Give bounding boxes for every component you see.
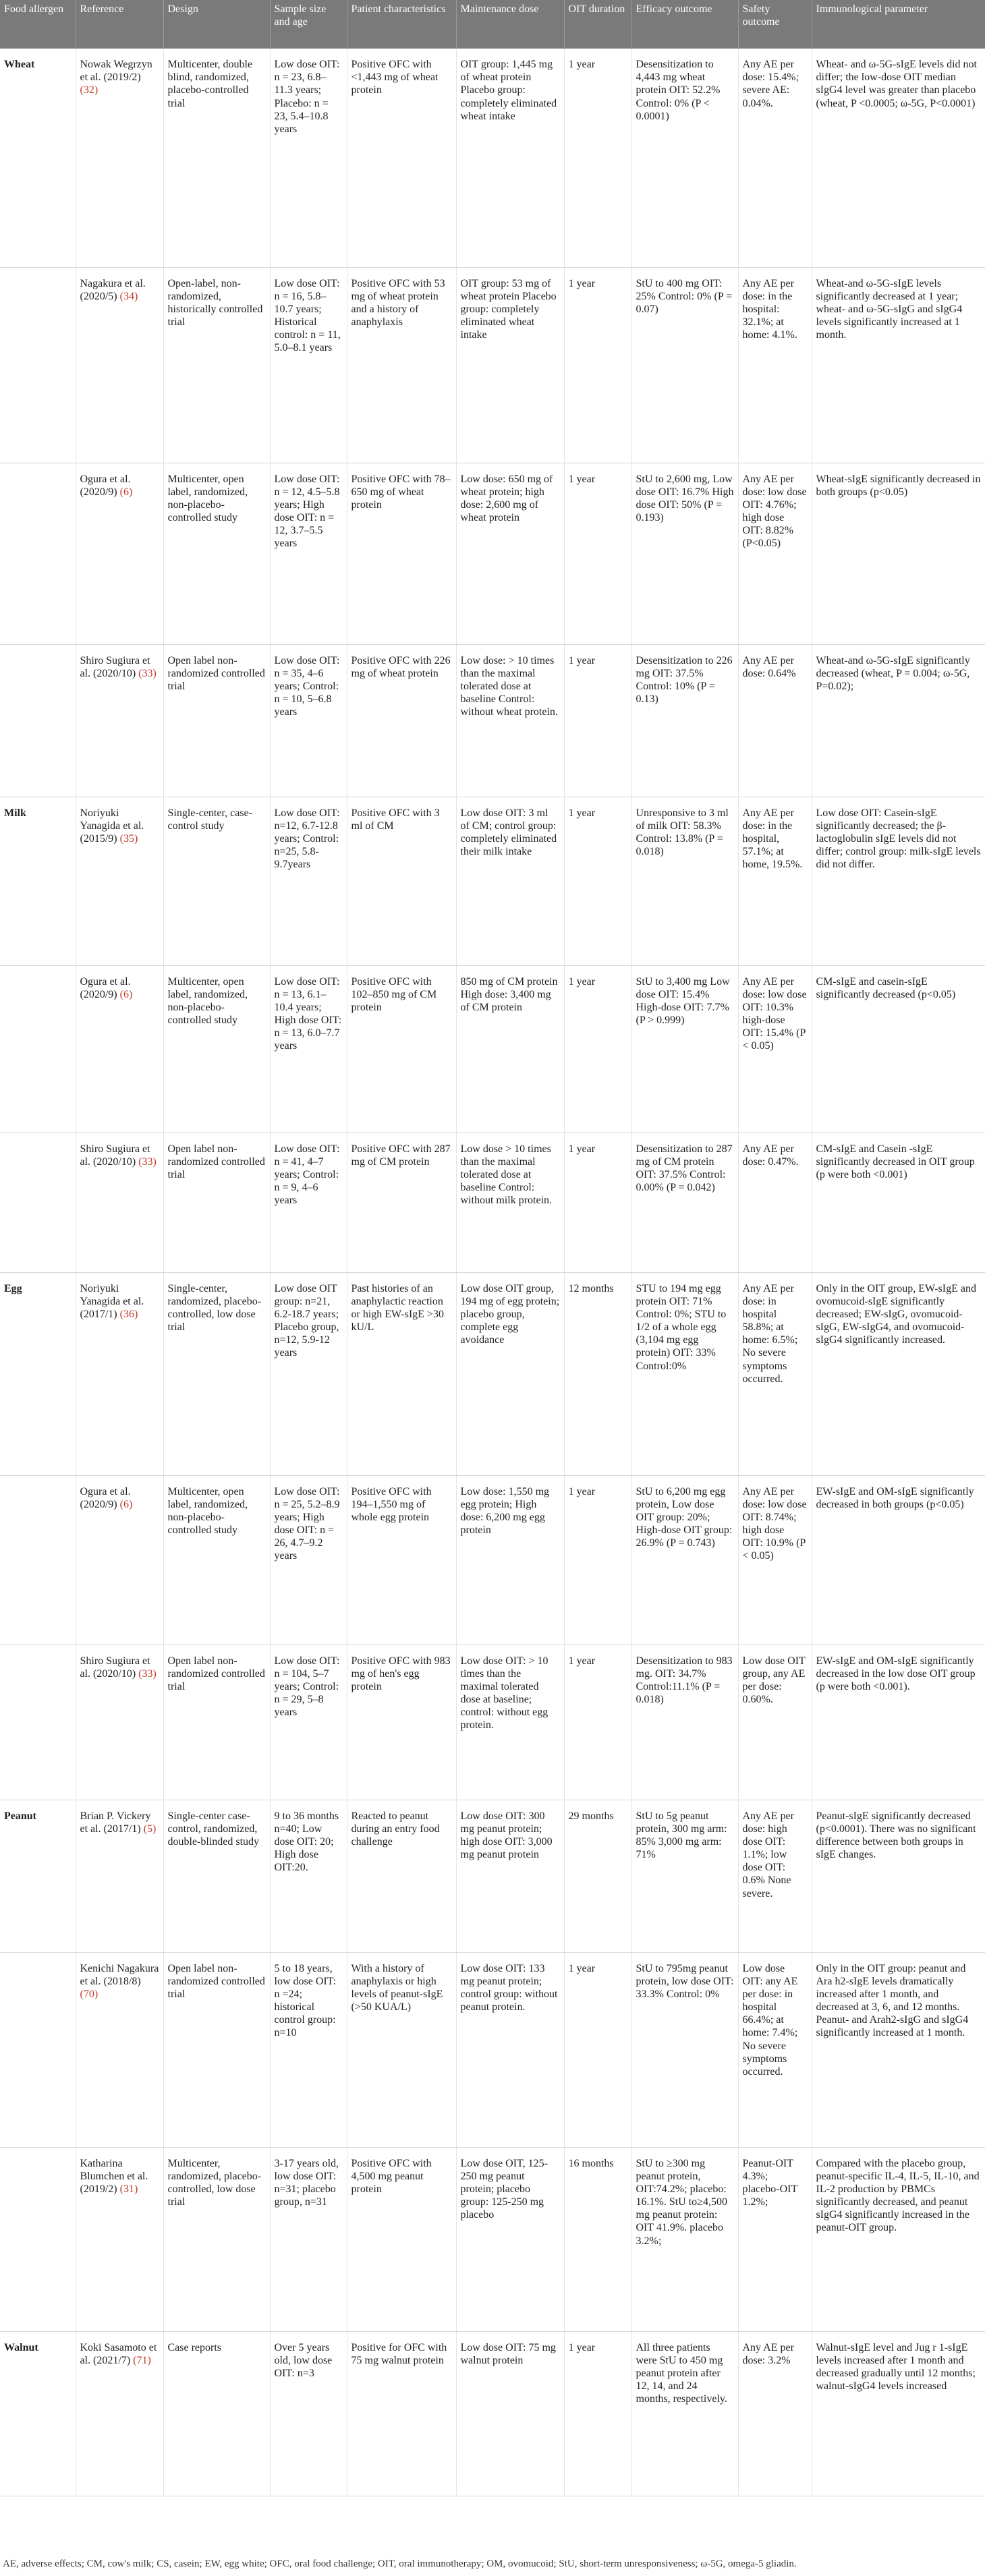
design-cell: Case reports — [163, 2331, 270, 2496]
column-header: Food allergen — [0, 0, 76, 49]
reference-text: Brian P. Vickery et al. (2017/1) — [80, 1810, 151, 1835]
food-allergen-cell — [0, 1952, 76, 2147]
reference-cell — [76, 463, 163, 644]
reference-cell — [76, 644, 163, 797]
column-header: Design — [163, 0, 270, 49]
safety-outcome-cell: Any AE per dose: low dose OIT: 8.74%; high dose OIT: 10.9% (P < 0.05) — [738, 1475, 812, 1644]
food-allergen-cell: Milk — [0, 797, 76, 965]
immunological-parameter-cell: Wheat- and ω-5G-sIgE levels did not differ; the low-dose OIT median sIgG4 level was greater than placebo (wheat, P <0.0005; ω-5G, P<0.0001) — [812, 49, 985, 267]
efficacy-outcome-cell: StU to 795mg peanut protein, low dose OIT: 33.3% Control: 0% — [631, 1952, 738, 2147]
sample-size-cell: Low dose OIT: n = 25, 5.2–8.9 years; High dose OIT: n = 26, 4.7–9.2 years — [270, 1475, 347, 1644]
table-row — [0, 1133, 985, 1272]
reference-text: Nowak Wegrzyn et al. (2019/2) — [80, 59, 152, 84]
column-header: Sample size and age — [270, 0, 347, 49]
table-row — [0, 644, 985, 797]
maintenance-dose-cell: Low dose OIT: 75 mg walnut protein — [456, 2331, 564, 2496]
oit-duration-cell: 1 year — [564, 463, 631, 644]
efficacy-outcome-cell: Desensitization to 226 mg OIT: 37.5% Control: 10% (P = 0.13) — [631, 644, 738, 797]
reference-number-link[interactable]: (36) — [119, 1308, 138, 1320]
safety-outcome-cell: Peanut-OIT 4.3%; placebo-OIT 1.2%; — [738, 2147, 812, 2331]
immunological-parameter-cell: Compared with the placebo group, peanut-specific IL-4, IL-5, IL-10, and IL-2 production by PBMCs significantly decreased, and peanut sIgG4 significantly increased in the peanut-OIT group. — [812, 2147, 985, 2331]
design-cell: Open label non-randomized controlled trial — [163, 1133, 270, 1272]
reference-text: Nagakura et al. (2020/5) — [80, 277, 146, 302]
table-row — [0, 1800, 985, 1952]
immunological-parameter-cell: Only in the OIT group: peanut and Ara h2-sIgE levels dramatically increased after 1 month, and decreased at 3, 6, and 12 months. Peanut- and Arah2-sIgG and sIgG4 significantly increased at 1 month. — [812, 1952, 985, 2147]
reference-cell — [76, 2147, 163, 2331]
immunological-parameter-cell: Only in the OIT group, EW-sIgE and ovomucoid-sIgE significantly decreased; EW-sIgG, ovomucoid-sIgG, EW-sIgG4, and ovomucoid-sIgG4 significantly increased. — [812, 1272, 985, 1475]
sample-size-cell: 9 to 36 months n=40; Low dose OIT: 20; High dose OIT:20. — [270, 1800, 347, 1952]
reference-text: Shiro Sugiura et al. (2020/10) — [80, 654, 150, 679]
patient-characteristics-cell: Positive OFC with <1,443 mg of wheat protein — [347, 49, 456, 267]
food-allergen-cell — [0, 1475, 76, 1644]
efficacy-outcome-cell: STU to 194 mg egg protein OIT: 71% Control: 0%; STU to 1/2 of a whole egg (3,104 mg egg protein) OIT: 33% Control:0% — [631, 1272, 738, 1475]
safety-outcome-cell: Any AE per dose: 0.64% — [738, 644, 812, 797]
design-cell: Multicenter, open label, randomized, non-placebo-controlled study — [163, 965, 270, 1133]
column-header: OIT duration — [564, 0, 631, 49]
sample-size-cell: Low dose OIT: n = 16, 5.8–10.7 years; Historical control: n = 11, 5.0–8.1 years — [270, 267, 347, 463]
reference-text: Ogura et al. (2020/9) — [80, 975, 131, 1000]
food-allergen-cell — [0, 1133, 76, 1272]
maintenance-dose-cell: Low dose: > 10 times than the maximal tolerated dose at baseline Control: without wheat protein. — [456, 644, 564, 797]
sample-size-cell: Low dose OIT: n = 35, 4–6 years; Control: n = 10, 5–6.8 years — [270, 644, 347, 797]
oit-duration-cell: 1 year — [564, 1475, 631, 1644]
immunological-parameter-cell: Peanut-sIgE significantly decreased (p<0.0001). There was no significant difference between both groups in sIgE changes. — [812, 1800, 985, 1952]
reference-number-link[interactable]: (5) — [143, 1823, 157, 1835]
immunological-parameter-cell: Walnut-sIgE level and Jug r 1-sIgE levels increased after 1 month and decreased gradually until 12 months; walnut-sIgG4 levels increased — [812, 2331, 985, 2496]
reference-text: Noriyuki Yanagida et al. (2017/1) — [80, 1282, 144, 1320]
efficacy-outcome-cell: StU to 5g peanut protein, 300 mg arm: 85% 3,000 mg arm: 71% — [631, 1800, 738, 1952]
sample-size-cell: Low dose OIT group: n=21, 6.2-18.7 years; Placebo group, n=12, 5.9-12 years — [270, 1272, 347, 1475]
reference-cell — [76, 1133, 163, 1272]
safety-outcome-cell: Any AE per dose: low dose OIT: 4.76%; high dose OIT: 8.82% (P<0.05) — [738, 463, 812, 644]
immunological-parameter-cell: EW-sIgE and OM-sIgE significantly decreased in the low dose OIT group (p were both <0.001). — [812, 1644, 985, 1800]
immunological-parameter-cell: CM-sIgE and casein-sIgE significantly decreased (p<0.05) — [812, 965, 985, 1133]
reference-number-link[interactable]: (6) — [119, 486, 133, 498]
safety-outcome-cell: Any AE per dose: high dose OIT: 1.1%; low dose OIT: 0.6% None severe. — [738, 1800, 812, 1952]
table-row — [0, 1272, 985, 1475]
table-row — [0, 1952, 985, 2147]
table-body — [0, 49, 985, 2496]
design-cell: Open label non-randomized controlled trial — [163, 644, 270, 797]
table-row — [0, 49, 985, 267]
maintenance-dose-cell: OIT group: 53 mg of wheat protein Placebo group: completely eliminated wheat intake — [456, 267, 564, 463]
reference-number-link[interactable]: (35) — [119, 832, 138, 845]
design-cell: Single-center, randomized, placebo-controlled, low dose trial — [163, 1272, 270, 1475]
design-cell: Open label non-randomized controlled trial — [163, 1952, 270, 2147]
efficacy-outcome-cell: All three patients were StU to 450 mg peanut protein after 12, 14, and 24 months, respectively. — [631, 2331, 738, 2496]
reference-number-link[interactable]: (6) — [119, 1498, 133, 1510]
oit-duration-cell: 1 year — [564, 797, 631, 965]
reference-text: Koki Sasamoto et al. (2021/7) — [80, 2341, 157, 2366]
sample-size-cell: Low dose OIT: n = 12, 4.5–5.8 years; High dose OIT: n = 12, 3.7–5.5 years — [270, 463, 347, 644]
safety-outcome-cell: Any AE per dose: 0.47%. — [738, 1133, 812, 1272]
reference-text: Ogura et al. (2020/9) — [80, 473, 131, 498]
efficacy-outcome-cell: StU to 2,600 mg, Low dose OIT: 16.7% High dose OIT: 50% (P = 0.193) — [631, 463, 738, 644]
maintenance-dose-cell: Low dose OIT, 125-250 mg peanut protein; placebo group: 125-250 mg placebo — [456, 2147, 564, 2331]
reference-cell — [76, 1644, 163, 1800]
reference-text: Katharina Blumchen et al. (2019/2) — [80, 2157, 148, 2195]
oit-duration-cell: 1 year — [564, 965, 631, 1133]
efficacy-outcome-cell: Desensitization to 983 mg. OIT: 34.7% Control:11.1% (P = 0.018) — [631, 1644, 738, 1800]
food-allergen-cell — [0, 1644, 76, 1800]
table-row — [0, 1475, 985, 1644]
oit-duration-cell: 1 year — [564, 1133, 631, 1272]
maintenance-dose-cell: 850 mg of CM protein High dose: 3,400 mg of CM protein — [456, 965, 564, 1133]
patient-characteristics-cell: Positive for OFC with 75 mg walnut protein — [347, 2331, 456, 2496]
sample-size-cell: Low dose OIT: n = 23, 6.8–11.3 years; Placebo: n = 23, 5.4–10.8 years — [270, 49, 347, 267]
reference-number-link[interactable]: (33) — [138, 1155, 157, 1168]
column-header: Maintenance dose — [456, 0, 564, 49]
sample-size-cell: Over 5 years old, low dose OIT: n=3 — [270, 2331, 347, 2496]
patient-characteristics-cell: Positive OFC with 194–1,550 mg of whole egg protein — [347, 1475, 456, 1644]
efficacy-outcome-cell: Desensitization to 287 mg of CM protein OIT: 37.5% Control: 0.00% (P = 0.042) — [631, 1133, 738, 1272]
design-cell: Open-label, non-randomized, historically controlled trial — [163, 267, 270, 463]
table-row — [0, 267, 985, 463]
oit-duration-cell: 1 year — [564, 1644, 631, 1800]
immunological-parameter-cell: EW-sIgE and OM-sIgE significantly decreased in both groups (p<0.05) — [812, 1475, 985, 1644]
table-header-row — [0, 0, 985, 49]
reference-cell — [76, 965, 163, 1133]
patient-characteristics-cell: Reacted to peanut during an entry food challenge — [347, 1800, 456, 1952]
design-cell: Multicenter, open label, randomized, non-placebo-controlled study — [163, 463, 270, 644]
oit-duration-cell: 16 months — [564, 2147, 631, 2331]
table-footnote: AE, adverse effects; CM, cow's milk; CS, casein; EW, egg white; OFC, oral food challenge; OIT, oral immunotherapy; OM, ovomucoid; StU, short-term unresponsiveness; ω-5G, omega-5 gliadin. — [3, 2558, 797, 2569]
design-cell: Single-center case-control, randomized, double-blinded study — [163, 1800, 270, 1952]
maintenance-dose-cell: Low dose OIT: > 10 times than the maximal tolerated dose at baseline; control: without egg protein. — [456, 1644, 564, 1800]
reference-text: Kenichi Nagakura et al. (2018/8) — [80, 1962, 159, 1987]
safety-outcome-cell: Any AE per dose: in hospital 58.8%; at home: 6.5%; No severe symptoms occurred. — [738, 1272, 812, 1475]
table-row — [0, 2331, 985, 2496]
reference-number-link[interactable]: (70) — [80, 1988, 98, 2000]
safety-outcome-cell: Any AE per dose: 3.2% — [738, 2331, 812, 2496]
patient-characteristics-cell: Positive OFC with 4,500 mg peanut protein — [347, 2147, 456, 2331]
maintenance-dose-cell: Low dose OIT: 300 mg peanut protein; high dose OIT: 3,000 mg peanut protein — [456, 1800, 564, 1952]
food-allergen-cell — [0, 965, 76, 1133]
reference-number-link[interactable]: (31) — [119, 2183, 138, 2195]
food-allergen-cell — [0, 267, 76, 463]
immunological-parameter-cell: CM-sIgE and Casein -sIgE significantly decreased in OIT group (p were both <0.001) — [812, 1133, 985, 1272]
maintenance-dose-cell: Low dose: 1,550 mg egg protein; High dose: 6,200 mg egg protein — [456, 1475, 564, 1644]
reference-cell — [76, 1800, 163, 1952]
sample-size-cell: 3-17 years old, low dose OIT: n=31; placebo group, n=31 — [270, 2147, 347, 2331]
food-allergen-cell: Peanut — [0, 1800, 76, 1952]
immunological-parameter-cell: Wheat-and ω-5G-sIgE levels significantly decreased at 1 year; wheat- and ω-5G-sIgG and sIgG4 levels significantly increased at 1 month. — [812, 267, 985, 463]
oit-duration-cell: 29 months — [564, 1800, 631, 1952]
reference-number-link[interactable]: (71) — [133, 2354, 151, 2366]
reference-text: Noriyuki Yanagida et al. (2015/9) — [80, 807, 144, 845]
reference-cell — [76, 1272, 163, 1475]
reference-text: Shiro Sugiura et al. (2020/10) — [80, 1655, 150, 1680]
reference-cell — [76, 267, 163, 463]
design-cell: Single-center, case-control study — [163, 797, 270, 965]
reference-number-link[interactable]: (33) — [138, 1667, 157, 1680]
design-cell: Multicenter, randomized, placebo-controlled, low dose trial — [163, 2147, 270, 2331]
patient-characteristics-cell: Positive OFC with 3 ml of CM — [347, 797, 456, 965]
patient-characteristics-cell: Positive OFC with 102–850 mg of CM protein — [347, 965, 456, 1133]
oit-duration-cell: 1 year — [564, 49, 631, 267]
safety-outcome-cell: Low dose OIT group, any AE per dose: 0.60%. — [738, 1644, 812, 1800]
column-header: Safety outcome — [738, 0, 812, 49]
table-row — [0, 1644, 985, 1800]
food-allergen-cell — [0, 644, 76, 797]
reference-text: Shiro Sugiura et al. (2020/10) — [80, 1143, 150, 1168]
oit-duration-cell: 12 months — [564, 1272, 631, 1475]
patient-characteristics-cell: Past histories of an anaphylactic reaction or high EW-sIgE >30 kU/L — [347, 1272, 456, 1475]
maintenance-dose-cell: Low dose: 650 mg of wheat protein; high dose: 2,600 mg of wheat protein — [456, 463, 564, 644]
oit-duration-cell: 1 year — [564, 1952, 631, 2147]
efficacy-outcome-cell: StU to 6,200 mg egg protein, Low dose OIT group: 20%; High-dose OIT group: 26.9% (P = 0.743) — [631, 1475, 738, 1644]
reference-cell — [76, 49, 163, 267]
design-cell: Multicenter, open label, randomized, non-placebo-controlled study — [163, 1475, 270, 1644]
reference-cell — [76, 2331, 163, 2496]
safety-outcome-cell: Low dose OIT: any AE per dose: in hospital 66.4%; at home: 7.4%; No severe symptoms occurred. — [738, 1952, 812, 2147]
sample-size-cell: 5 to 18 years, low dose OIT: n =24; historical control group: n=10 — [270, 1952, 347, 2147]
reference-number-link[interactable]: (34) — [119, 290, 138, 302]
safety-outcome-cell: Any AE per dose: in the hospital: 32.1%; at home: 4.1%. — [738, 267, 812, 463]
table-row — [0, 965, 985, 1133]
food-allergen-cell — [0, 2147, 76, 2331]
reference-number-link[interactable]: (6) — [119, 988, 133, 1000]
maintenance-dose-cell: OIT group: 1,445 mg of wheat protein Placebo group: completely eliminated wheat intake — [456, 49, 564, 267]
oit-duration-cell: 1 year — [564, 644, 631, 797]
reference-number-link[interactable]: (32) — [80, 84, 98, 96]
food-allergen-cell: Egg — [0, 1272, 76, 1475]
table-row — [0, 2147, 985, 2331]
column-header: Reference — [76, 0, 163, 49]
food-allergen-cell: Walnut — [0, 2331, 76, 2496]
efficacy-outcome-cell: Unresponsive to 3 ml of milk OIT: 58.3% Control: 13.8% (P = 0.018) — [631, 797, 738, 965]
efficacy-outcome-cell: StU to ≥300 mg peanut protein, OIT:74.2%; placebo: 16.1%. StU to≥4,500 mg peanut protein: OIT 41.9%. placebo 3.2%; — [631, 2147, 738, 2331]
safety-outcome-cell: Any AE per dose: 15.4%; severe AE: 0.04%. — [738, 49, 812, 267]
patient-characteristics-cell: With a history of anaphylaxis or high levels of peanut-sIgE (>50 KUA/L) — [347, 1952, 456, 2147]
patient-characteristics-cell: Positive OFC with 226 mg of wheat protein — [347, 644, 456, 797]
maintenance-dose-cell: Low dose OIT: 133 mg peanut protein; control group: without peanut protein. — [456, 1952, 564, 2147]
immunological-parameter-cell: Wheat-sIgE significantly decreased in both groups (p<0.05) — [812, 463, 985, 644]
table-row — [0, 463, 985, 644]
immunological-parameter-cell: Wheat-and ω-5G-sIgE significantly decreased (wheat, P = 0.004; ω-5G, P=0.02); — [812, 644, 985, 797]
safety-outcome-cell: Any AE per dose: in the hospital, 57.1%; at home, 19.5%. — [738, 797, 812, 965]
column-header: Efficacy outcome — [631, 0, 738, 49]
maintenance-dose-cell: Low dose > 10 times than the maximal tolerated dose at baseline Control: without milk protein. — [456, 1133, 564, 1272]
patient-characteristics-cell: Positive OFC with 287 mg of CM protein — [347, 1133, 456, 1272]
efficacy-outcome-cell: Desensitization to 4,443 mg wheat protein OIT: 52.2% Control: 0% (P < 0.0001) — [631, 49, 738, 267]
food-allergen-cell — [0, 463, 76, 644]
sample-size-cell: Low dose OIT: n=12, 6.7-12.8 years; Control: n=25, 5.8-9.7years — [270, 797, 347, 965]
sample-size-cell: Low dose OIT: n = 104, 5–7 years; Control: n = 29, 5–8 years — [270, 1644, 347, 1800]
column-header: Immunological parameter — [812, 0, 985, 49]
design-cell: Multicenter, double blind, randomized, placebo-controlled trial — [163, 49, 270, 267]
reference-number-link[interactable]: (33) — [138, 667, 157, 679]
reference-text: Ogura et al. (2020/9) — [80, 1485, 131, 1510]
table-row — [0, 797, 985, 965]
reference-cell — [76, 1952, 163, 2147]
column-header: Patient characteristics — [347, 0, 456, 49]
sample-size-cell: Low dose OIT: n = 13, 6.1–10.4 years; High dose OIT: n = 13, 6.0–7.7 years — [270, 965, 347, 1133]
reference-cell — [76, 797, 163, 965]
reference-cell — [76, 1475, 163, 1644]
food-allergen-cell: Wheat — [0, 49, 76, 267]
maintenance-dose-cell: Low dose OIT: 3 ml of CM; control group: completely eliminated their milk intake — [456, 797, 564, 965]
oit-duration-cell: 1 year — [564, 2331, 631, 2496]
patient-characteristics-cell: Positive OFC with 53 mg of wheat protein and a history of anaphylaxis — [347, 267, 456, 463]
sample-size-cell: Low dose OIT: n = 41, 4–7 years; Control: n = 9, 4–6 years — [270, 1133, 347, 1272]
safety-outcome-cell: Any AE per dose: low dose OIT: 10.3% high-dose OIT: 15.4% (P < 0.05) — [738, 965, 812, 1133]
design-cell: Open label non-randomized controlled trial — [163, 1644, 270, 1800]
maintenance-dose-cell: Low dose OIT group, 194 mg of egg protein; placebo group, complete egg avoidance — [456, 1272, 564, 1475]
efficacy-outcome-cell: StU to 400 mg OIT: 25% Control: 0% (P = 0.07) — [631, 267, 738, 463]
oit-duration-cell: 1 year — [564, 267, 631, 463]
patient-characteristics-cell: Positive OFC with 983 mg of hen's egg protein — [347, 1644, 456, 1800]
efficacy-outcome-cell: StU to 3,400 mg Low dose OIT: 15.4% High-dose OIT: 7.7% (P > 0.999) — [631, 965, 738, 1133]
immunological-parameter-cell: Low dose OIT: Casein-sIgE significantly decreased; the β-lactoglobulin sIgE levels did not differ; control group: milk-sIgE levels did not differ. — [812, 797, 985, 965]
patient-characteristics-cell: Positive OFC with 78–650 mg of wheat protein — [347, 463, 456, 644]
